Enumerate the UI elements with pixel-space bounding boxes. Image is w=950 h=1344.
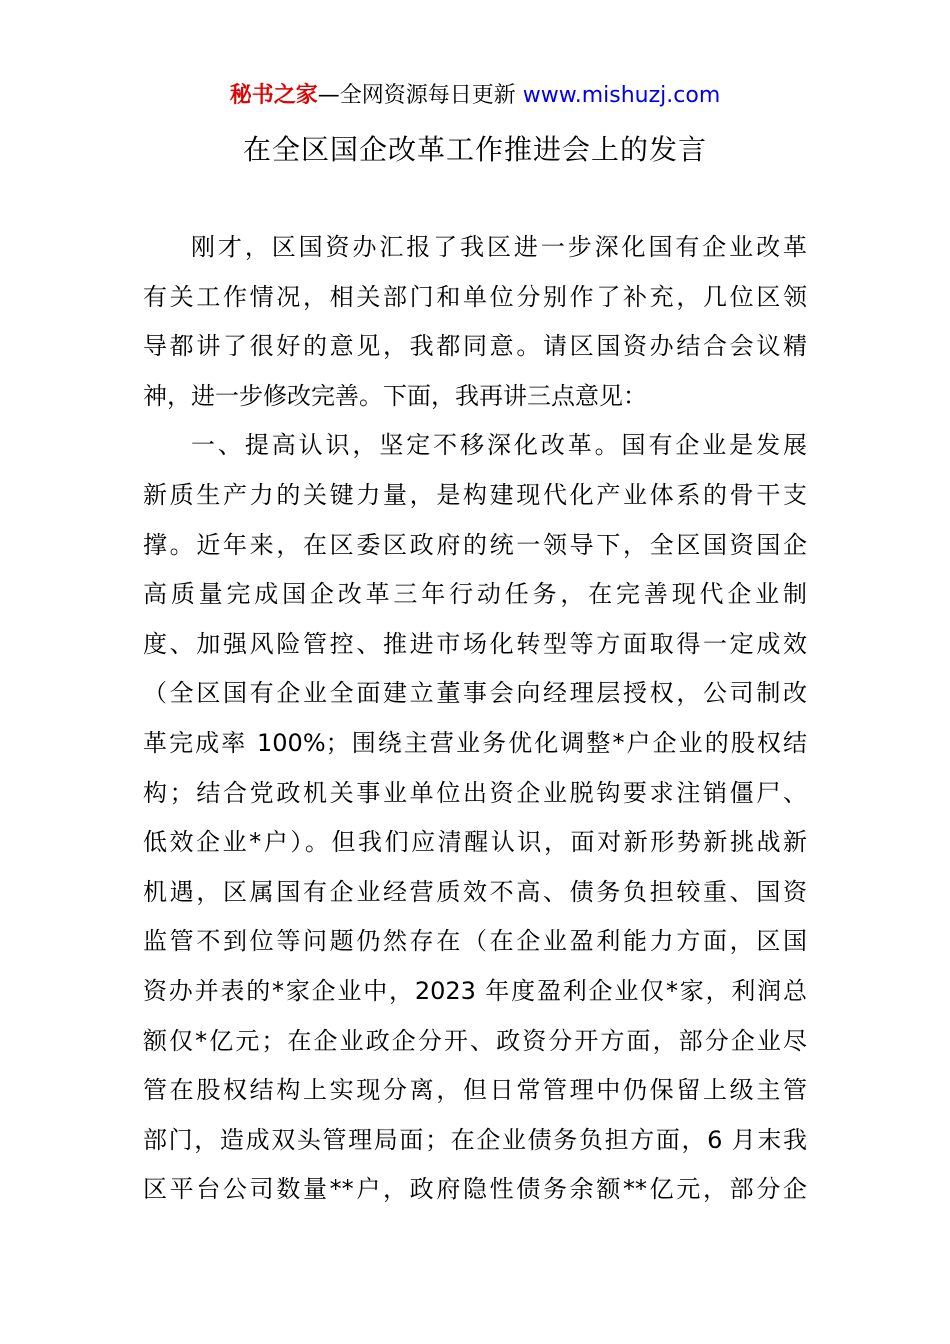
text-line: 额仅*亿元；在企业政企分开、政资分开方面，部分企业尽: [143, 1026, 807, 1055]
text-line: 高质量完成国企改革三年行动任务，在完善现代企业制: [143, 580, 807, 609]
header-slogan: —全网资源每日更新: [317, 83, 523, 108]
text-line: 低效企业*户）。但我们应清醒认识，面对新形势新挑战新: [143, 828, 807, 857]
text-line: 一、提高认识，坚定不移深化改革。国有企业是发展: [191, 431, 807, 460]
text-line: 导都讲了很好的意见，我都同意。请区国资办结合会议精: [143, 332, 807, 361]
text-line: 机遇，区属国有企业经营质效不高、债务负担较重、国资: [143, 877, 807, 906]
text-line: 区平台公司数量**户，政府隐性债务余额**亿元，部分企: [143, 1175, 807, 1204]
site-header: [0, 80, 950, 112]
text-line: 有关工作情况，相关部门和单位分别作了补充，几位区领: [143, 282, 807, 311]
text-line: 构；结合党政机关事业单位出资企业脱钩要求注销僵尸、: [143, 778, 807, 807]
brand-name: 秘书之家: [229, 83, 318, 108]
text-line: 革完成率 100%；围绕主营业务优化调整*户企业的股权结: [143, 728, 807, 757]
text-line: 资办并表的*家企业中，2023 年度盈利企业仅*家，利润总: [143, 976, 807, 1005]
text-line: （全区国有企业全面建立董事会向经理层授权，公司制改: [143, 679, 807, 708]
text-line: 度、加强风险管控、推进市场化转型等方面取得一定成效: [143, 629, 807, 658]
text-line: 部门，造成双头管理局面；在企业债务负担方面，6 月末我: [143, 1125, 807, 1154]
document-body: [143, 223, 807, 1215]
text-line: 管在股权结构上实现分离，但日常管理中仍保留上级主管: [143, 1076, 807, 1105]
text-line: 监管不到位等问题仍然存在（在企业盈利能力方面，区国: [143, 927, 807, 956]
text-line: 撑。近年来，在区委区政府的统一领导下，全区国资国企: [143, 530, 807, 559]
text-line: 神，进一步修改完善。下面，我再讲三点意见：: [143, 381, 647, 410]
site-url[interactable]: www.mishuzj.com: [522, 83, 721, 108]
document-title: 在全区国企改革工作推进会上的发言: [242, 133, 707, 166]
text-line: 新质生产力的关键力量，是构建现代化产业体系的骨干支: [143, 480, 807, 509]
text-line: 刚才，区国资办汇报了我区进一步深化国有企业改革: [191, 233, 807, 261]
